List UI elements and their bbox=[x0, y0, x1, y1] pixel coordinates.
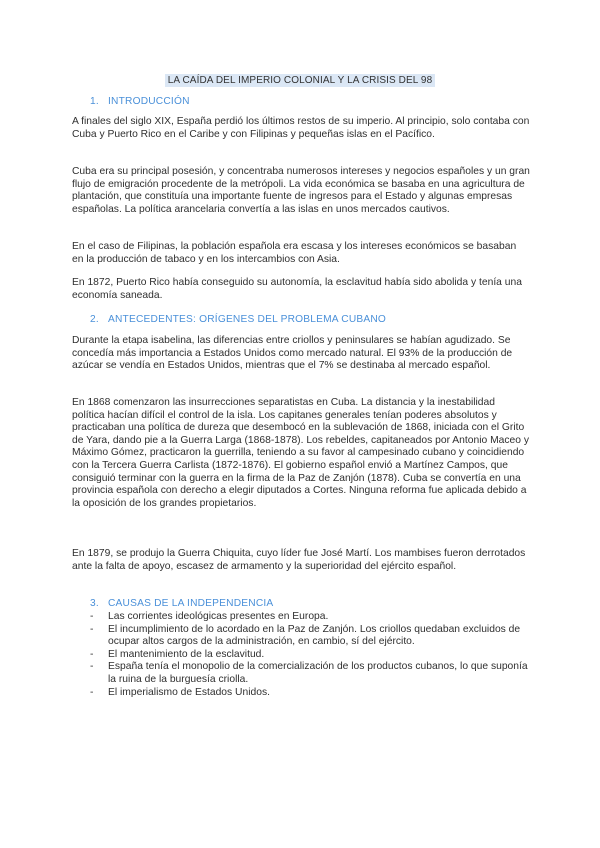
paragraph: Cuba era su principal posesión, y concentraba numerosos intereses y negocios españoles y un gran flujo de emigración procedente de la metrópoli. La vida económica se basaba en una agricultura de plantación, que constituía una importante fuente de ingresos para el Estado y algunas empresas españolas. La política arancelaria convertía a las islas en unos mercados cautivos. bbox=[72, 166, 530, 215]
list-item: - El incumplimiento de lo acordado en la Paz de Zanjón. Los criollos quedaban excluidos de ocupar altos cargos de la administración, en cambio, sí del ejército. bbox=[90, 623, 521, 648]
list-item: - España tenía el monopolio de la comercialización de los productos cubanos, lo que suponía la ruina de la burguesía criolla. bbox=[90, 661, 528, 685]
paragraph: A finales del siglo XIX, España perdió los últimos restos de su imperio. Al principio, solo contaba con Cuba y Puerto Rico en el Caribe y con Filipinas y pequeñas islas en el Pacífico. bbox=[72, 116, 530, 140]
paragraph: Durante la etapa isabelina, las diferencias entre criollos y peninsulares se habían agudizado. Se concedía más importancia a Estados Unidos como mercado natural. El 93% de la producción de azúcar se vendía en Estados Unidos, mientras que el 7% se destinaba al mercado español. bbox=[72, 335, 513, 372]
list-item: - Las corrientes ideológicas presentes en Europa. bbox=[90, 611, 329, 622]
paragraph: En 1872, Puerto Rico había conseguido su autonomía, la esclavitud había sido abolida y tenía una economía saneada. bbox=[72, 277, 522, 301]
section-heading-antecedentes: 2. ANTECEDENTES: ORÍGENES DEL PROBLEMA CUBANO bbox=[90, 314, 387, 325]
list-item: - El imperialismo de Estados Unidos. bbox=[90, 686, 270, 698]
section-heading-introduccion: 1. INTRODUCCIÓN bbox=[90, 96, 190, 107]
paragraph: En 1868 comenzaron las insurrecciones separatistas en Cuba. La distancia y la inestabilidad política hacían difícil el control de la isla. Los capitanes generales tenían poderes absolutos y practicaban una política de dureza que desembocó en la sublevación de 1868, iniciada con el Grito de Yara, dando pie a la Guerra Larga (1868-1878). Los rebeldes, capitaneados por Antonio Maceo y Máximo Gómez, practicaron la guerrilla, teniendo a su favor al campesinado cubano y coincidiendo con la Tercera Guerra Carlista (1872-1876). El gobierno español envió a Martínez Campos, que consiguió terminar con la guerra en la firma de la Paz de Zanjón (1878). Cuba se convertía en una provincia española con derecho a elegir diputados a Cortes. Ninguna reforma fue aplicada debido a la oposición de los grandes propietarios. bbox=[72, 397, 529, 509]
document-title: LA CAÍDA DEL IMPERIO COLONIAL Y LA CRISIS DEL 98 bbox=[165, 74, 436, 87]
causes-list bbox=[90, 611, 530, 699]
list-item: - El mantenimiento de la esclavitud. bbox=[90, 648, 265, 660]
section-heading-causas: 3. CAUSAS DE LA INDEPENDENCIA bbox=[90, 598, 274, 609]
paragraph: En 1879, se produjo la Guerra Chiquita, cuyo líder fue José Martí. Los mambises fueron derrotados ante la falta de apoyo, escasez de armamento y la superioridad del ejército español. bbox=[72, 548, 526, 572]
paragraph: En el caso de Filipinas, la población española era escasa y los intereses económicos se basaban en la producción de tabaco y en los intercambios con Asia. bbox=[72, 241, 517, 265]
